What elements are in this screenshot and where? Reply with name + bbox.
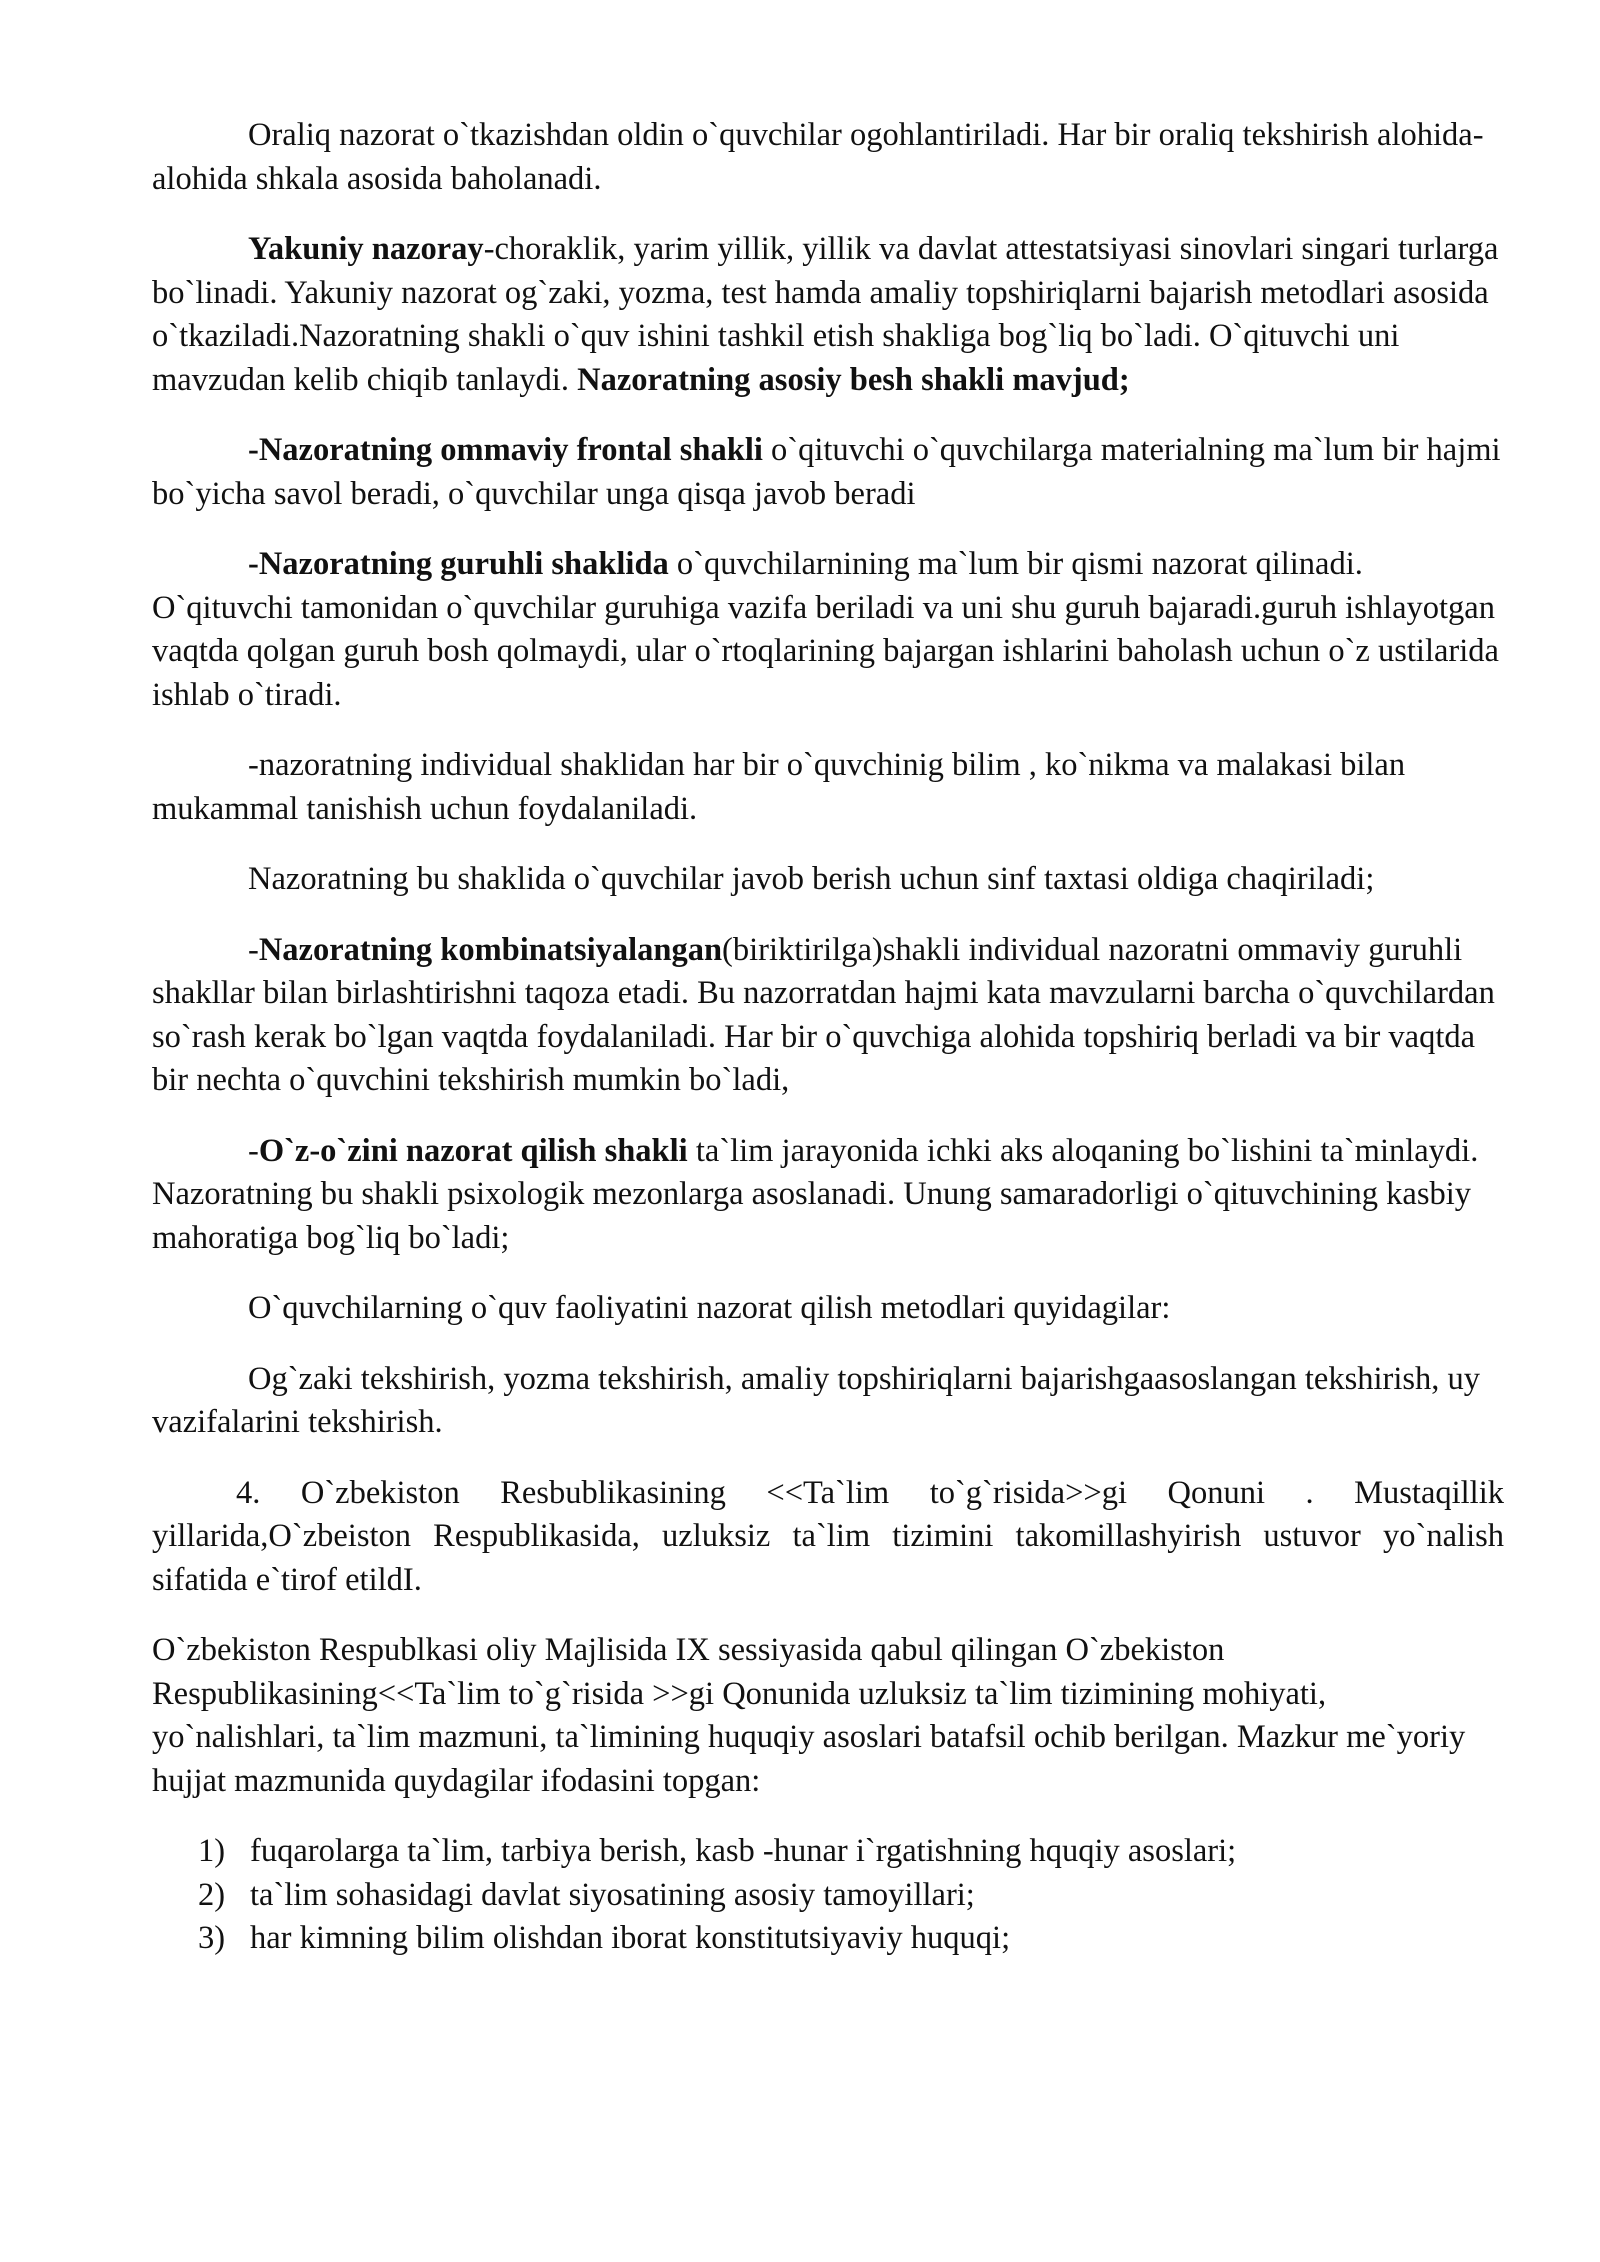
list-number: 2): [198, 1876, 226, 1913]
paragraph-text: -choraklik, yarim yillik, yillik va davlat attestatsiyasi sinovlari singari turlarga bo`linadi. Yakuniy nazorat og`zaki, yozma, test hamda amaliy topshiriqlarni bajarish metodlari asosida o`tkaziladi.Nazoratning shakli o`quv ishini tashkil etish shakliga bog`liq bo`ladi. O`qituvchi uni mavzudan kelib chiqib tanlaydi.: [152, 231, 1499, 398]
paragraph-frontal-shakl: [152, 429, 1504, 516]
paragraph-taxta-oldiga: Nazoratning bu shaklida o`quvchilar javob berish uchun sinf taxtasi oldiga chaqiriladi;: [248, 861, 1375, 897]
paragraph-text: (biriktirilga)shakli individual nazoratni ommaviy guruhli shakllar bilan birlashtirishni taqoza etadi. Bu nazorratdan hajmi kata mavzularni barcha o`quvchilardan so`rash kerak bo`lgan vaqtda foydalaniladi. Har bir o`quvchiga alohida topshiriq berladi va bir vaqtda bir nechta o`quvchini tekshirish mumkin bo`ladi,: [152, 931, 1495, 1098]
paragraph-text: o`qituvchi o`quvchilarga materialning ma`lum bir hajmi bo`yicha savol beradi, o`quvchilar unga qisqa javob beradi: [152, 432, 1501, 512]
document-page: [152, 114, 1504, 1961]
term-guruhli-shakl: -Nazoratning guruhli shaklida: [248, 546, 669, 582]
term-yakuniy-nazorat: Yakuniy nazoray: [248, 231, 484, 267]
paragraph-text: o`quvchilarnining ma`lum bir qismi nazorat qilinadi. O`qituvchi tamonidan o`quvchilar guruhiga vazifa beriladi va uni shu guruh bajaradi.guruh ishlayotgan vaqtda qolgan guruh bosh qolmaydi, ular o`rtoqlarining bajargan ishlarini baholash uchun o`z ustilarida ishlab o`tiradi.: [152, 546, 1499, 713]
list-item: [152, 1874, 1504, 1918]
list-item-text: ta`lim sohasidagi davlat siyosatining asosiy tamoyillari;: [250, 1876, 975, 1913]
term-frontal-shakl: -Nazoratning ommaviy frontal shakli: [248, 432, 763, 468]
paragraph-oliy-majlis: O`zbekiston Respublkasi oliy Majlisida IX sessiyasida qabul qilingan O`zbekiston Respublikasining<<Ta`lim to`g`risida >>gi Qonunida uzluksiz ta`lim tizimining mohiyati, yo`nalishlari, ta`lim mazmuni, ta`limining huquqiy asoslari batafsil ochib berilgan. Mazkur me`yoriy hujjat mazmunida quydagilar ifodasini topgan:: [152, 1632, 1466, 1799]
paragraph-yakuniy-nazorat: [152, 228, 1504, 402]
term-ozini-nazorat: O`z-o`zini nazorat qilish shakli: [258, 1132, 688, 1169]
list-item-text: fuqarolarga ta`lim, tarbiya berish, kasb -hunar i`rgatishning hquqiy asoslari;: [250, 1833, 1237, 1869]
dash-prefix: -: [248, 931, 259, 968]
list-item-text: har kimning bilim olishdan iborat konstitutsiyaviy huquqi;: [250, 1920, 1011, 1956]
list-item: [152, 1830, 1504, 1874]
heading-nazorat-shakllari: Nazoratning asosiy besh shakli mavjud;: [577, 361, 1130, 398]
paragraph-talim-qonuni: 4. O`zbekiston Resbublikasining <<Ta`lim to`g`risida>>gi Qonuni . Mustaqillik yillarida,O`zbeiston Respublikasida, uzluksiz ta`lim tizimini takomillashyirish ustuvor yo`nalish sifatida e`tirof etildI.: [152, 1474, 1504, 1598]
list-item: [152, 1917, 1504, 1961]
dash-prefix: -: [248, 1132, 259, 1169]
numbered-list: [152, 1830, 1504, 1961]
paragraph-guruhli-shakl: [152, 543, 1504, 717]
paragraph-text: ta`lim jarayonida ichki aks aloqaning bo`lishini ta`minlaydi. Nazoratning bu shakli psixologik mezonlarga asoslanadi. Unung samaradorligi o`qituvchining kasbiy mahoratiga bog`liq bo`ladi;: [152, 1132, 1479, 1256]
paragraph-tekshirish-turlari: Og`zaki tekshirish, yozma tekshirish, amaliy topshiriqlarni bajarishgaasoslangan tekshirish, uy vazifalarini tekshirish.: [152, 1360, 1481, 1440]
term-kombinatsiyalangan: Nazoratning kombinatsiyalangan: [258, 931, 723, 968]
paragraph-nazorat-metodlari: O`quvchilarning o`quv faoliyatini nazorat qilish metodlari quyidagilar:: [248, 1290, 1171, 1326]
paragraph-oraliq-nazorat: Oraliq nazorat o`tkazishdan oldin o`quvchilar ogohlantiriladi. Har bir oraliq tekshirish alohida- alohida shkala asosida baholanadi.: [152, 117, 1484, 197]
list-number: 3): [198, 1920, 226, 1956]
list-number: 1): [198, 1833, 226, 1869]
paragraph-individual-shakl: -nazoratning individual shaklidan har bir o`quvchinig bilim , ko`nikma va malakasi bilan mukammal tanishish uchun foydalaniladi.: [152, 747, 1406, 827]
paragraph-kombinatsiyalangan-shakl: [152, 929, 1504, 1103]
paragraph-ozini-nazorat: [152, 1130, 1504, 1261]
